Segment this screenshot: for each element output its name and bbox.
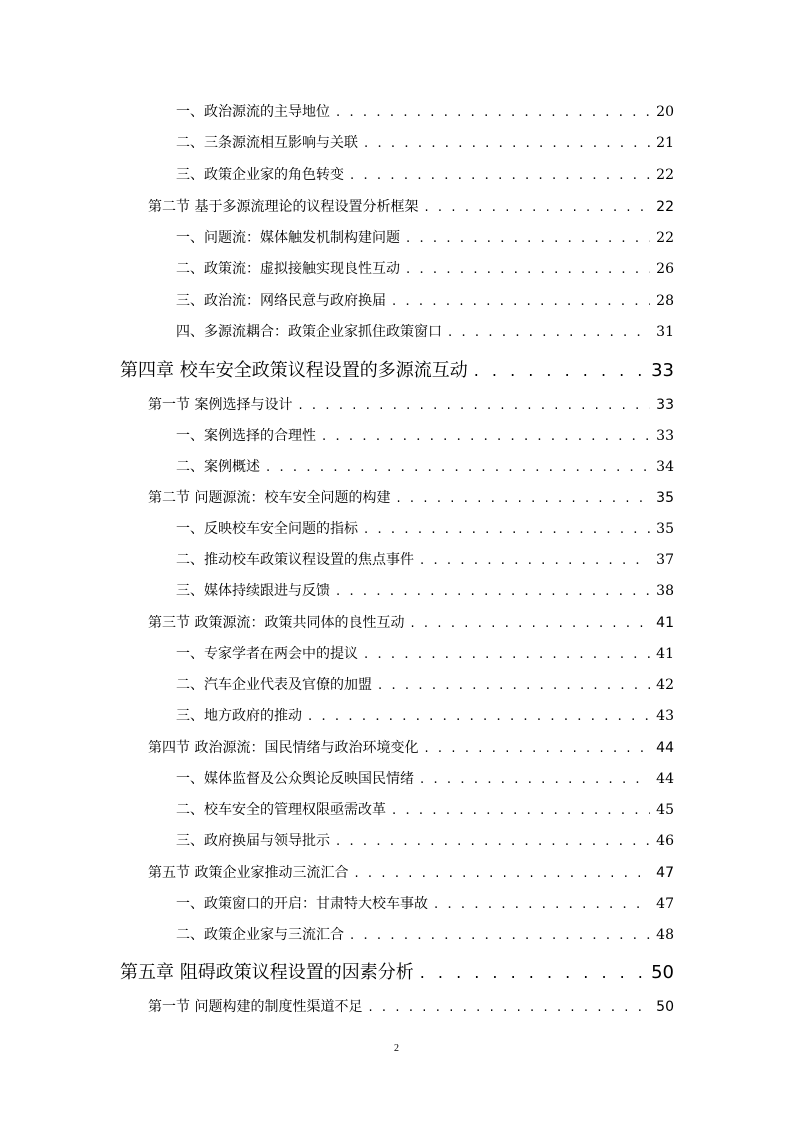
dot-leader [350,928,650,943]
toc-entry-label: 四、多源流耦合：政策企业家抓住政策窗口 [176,324,442,340]
toc-entry[interactable] [176,799,674,819]
dot-leader [368,1000,650,1015]
toc-entry-label: 二、案例概述 [176,459,260,475]
toc-entry-label: 第四节 政治源流：国民情绪与政治环境变化 [148,740,419,756]
toc-chapter-entry[interactable] [120,356,674,382]
toc-entry-label: 二、校车安全的管理权限亟需改革 [176,802,386,818]
toc-entry-label: 第五节 政策企业家推动三流汇合 [148,865,349,881]
toc-entry[interactable] [176,643,674,663]
toc-entry-label: 二、政策流：虚拟接触实现良性互动 [176,261,400,277]
toc-entry-page: 50 [651,962,674,983]
dot-leader [266,460,650,475]
toc-entry[interactable] [176,674,674,694]
dot-leader [410,616,650,631]
dot-leader [364,136,650,151]
toc-entry[interactable] [176,164,674,184]
toc-section-entry[interactable] [148,737,674,757]
toc-entry[interactable] [176,290,674,310]
toc-entry-page: 31 [656,324,674,340]
page-number: 2 [394,1043,399,1054]
toc-entry-page: 48 [656,927,674,943]
toc-entry-page: 45 [656,802,674,818]
toc-section-entry[interactable] [148,612,674,632]
toc-entry-label: 二、三条源流相互影响与关联 [176,135,358,151]
toc-entry-page: 22 [656,199,674,215]
toc-entry-page: 28 [656,293,674,309]
dot-leader [336,584,650,599]
toc-entry-label: 一、反映校车安全问题的指标 [176,521,358,537]
toc-entry-page: 43 [656,708,674,724]
toc-entry-label: 第四章 校车安全政策议程设置的多源流互动 [120,360,468,381]
dot-leader [448,325,650,340]
toc-entry-label: 二、推动校车政策议程设置的焦点事件 [176,552,414,568]
toc-entry-page: 47 [656,865,674,881]
toc-entry-label: 第一节 问题构建的制度性渠道不足 [148,999,363,1015]
dot-leader [364,647,650,662]
toc-entry-label: 三、地方政府的推动 [176,708,302,724]
dot-leader [424,200,650,215]
toc-entry-label: 三、政府换届与领导批示 [176,833,330,849]
dot-leader [322,429,650,444]
toc-entry-page: 46 [656,833,674,849]
dot-leader [406,262,650,277]
toc-entry-page: 35 [656,521,674,537]
dot-leader [336,105,650,120]
dot-leader [378,678,650,693]
toc-entry-label: 第五章 阻碍政策议程设置的因素分析 [120,962,414,983]
toc-chapter-entry[interactable] [120,958,674,984]
toc-entry-page: 44 [656,740,674,756]
toc-entry-page: 34 [656,459,674,475]
toc-entry[interactable] [176,101,674,121]
toc-entry-label: 一、政策窗口的开启：甘肃特大校车事故 [176,896,428,912]
toc-entry-page: 41 [656,646,674,662]
toc-section-entry[interactable] [148,487,674,507]
toc-entry-page: 33 [656,428,674,444]
dot-leader [396,491,650,506]
toc-entry-page: 42 [656,677,674,693]
toc-entry-label: 第二节 问题源流：校车安全问题的构建 [148,490,391,506]
toc-entry-page: 33 [656,397,674,413]
toc-entry[interactable] [176,830,674,850]
toc-entry[interactable] [176,893,674,913]
toc-entry[interactable] [176,132,674,152]
dot-leader [298,398,650,413]
toc-entry-label: 一、案例选择的合理性 [176,428,316,444]
toc-entry-label: 第三节 政策源流：政策共同体的良性互动 [148,615,405,631]
toc-entry-label: 一、问题流：媒体触发机制构建问题 [176,230,400,246]
dot-leader [434,897,650,912]
dot-leader [420,772,650,787]
toc-section-entry[interactable] [148,394,674,414]
toc-entry-label: 第一节 案例选择与设计 [148,397,293,413]
toc-entry-label: 二、政策企业家与三流汇合 [176,927,344,943]
toc-entry-page: 35 [656,490,674,506]
toc-entry[interactable] [176,705,674,725]
toc-entry-label: 一、政治源流的主导地位 [176,104,330,120]
toc-entry-label: 一、专家学者在两会中的提议 [176,646,358,662]
toc-section-entry[interactable] [148,196,674,216]
dot-leader [308,709,650,724]
dot-leader [392,803,650,818]
dot-leader [392,294,650,309]
toc-entry-label: 三、政治流：网络民意与政府换届 [176,293,386,309]
toc-entry[interactable] [176,258,674,278]
toc-section-entry[interactable] [148,862,674,882]
dot-leader [354,866,650,881]
toc-entry-page: 47 [656,896,674,912]
toc-entry-page: 26 [656,261,674,277]
toc-entry-page: 44 [656,771,674,787]
toc-entry[interactable] [176,425,674,445]
toc-entry-page: 21 [656,135,674,151]
toc-entry-page: 37 [656,552,674,568]
dot-leader [474,361,645,380]
toc-entry-page: 33 [651,360,674,381]
dot-leader [336,834,650,849]
toc-entry[interactable] [176,321,674,341]
toc-entry[interactable] [176,549,674,569]
dot-leader [420,963,645,982]
dot-leader [420,553,650,568]
dot-leader [424,741,650,756]
toc-entry[interactable] [176,924,674,944]
toc-entry-page: 22 [656,230,674,246]
toc-entry[interactable] [176,518,674,538]
dot-leader [406,231,650,246]
toc-entry-label: 三、媒体持续跟进与反馈 [176,583,330,599]
toc-entry-page: 50 [656,999,674,1015]
toc-entry[interactable] [176,768,674,788]
toc-section-entry[interactable] [148,996,674,1016]
toc-entry-page: 41 [656,615,674,631]
dot-leader [364,522,650,537]
toc-entry-label: 三、政策企业家的角色转变 [176,167,344,183]
toc-entry-page: 22 [656,167,674,183]
toc-entry[interactable] [176,580,674,600]
toc-entry[interactable] [176,456,674,476]
toc-entry-page: 20 [656,104,674,120]
dot-leader [350,168,650,183]
toc-entry-page: 38 [656,583,674,599]
toc-entry[interactable] [176,227,674,247]
toc-entry-label: 一、媒体监督及公众舆论反映国民情绪 [176,771,414,787]
toc-entry-label: 二、汽车企业代表及官僚的加盟 [176,677,372,693]
toc-entry-label: 第二节 基于多源流理论的议程设置分析框架 [148,199,419,215]
